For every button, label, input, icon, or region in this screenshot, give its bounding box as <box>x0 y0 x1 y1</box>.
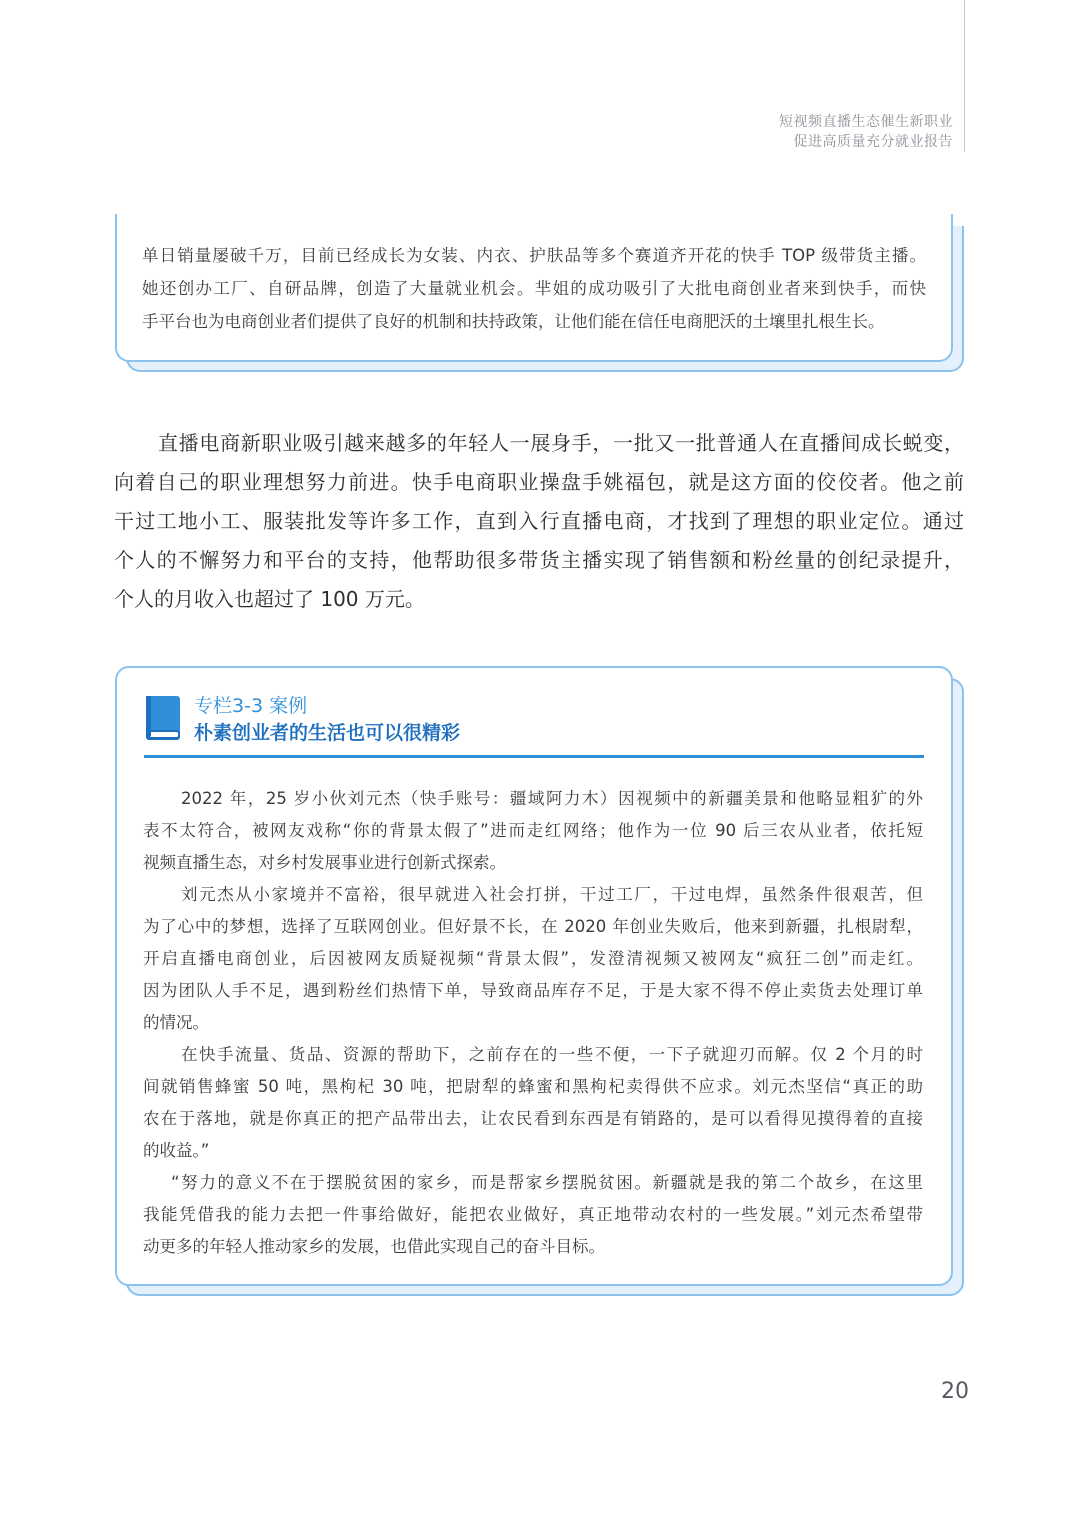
body-line: 直播电商新职业吸引越来越多的年轻人一展身手，一批又一批普通人在直播间成长蜕变， <box>158 431 964 455</box>
book-icon <box>144 694 184 742</box>
body-paragraph <box>114 424 964 619</box>
case-text <box>143 783 923 1263</box>
box1-line: 单日销量屡破千万，目前已经成长为女装、内衣、护肤品等多个赛道齐开花的快手 TOP 级带货主播。 <box>142 246 926 265</box>
column-title: 朴素创业者的生活也可以很精彩 <box>194 722 461 744</box>
case-line: 间就销售蜂蜜 50 吨，黑枸杞 30 吨，把尉犁的蜂蜜和黑枸杞卖得供不应求。刘元杰坚信“真正的助 <box>143 1077 923 1096</box>
case-line: 开启直播电商创业，后因被网友质疑视频“背景太假”，发澄清视频又被网友“疯狂二创”而走红。 <box>143 949 923 968</box>
case-line: 农在于落地，就是你真正的把产品带出去，让农民看到东西是有销路的，是可以看得见摸得着的直接 <box>143 1109 923 1128</box>
case-line: 2022 年，25 岁小伙刘元杰（快手账号：疆域阿力木）因视频中的新疆美景和他略显粗犷的外 <box>181 789 923 808</box>
box1-line: 手平台也为电商创业者们提供了良好的机制和扶持政策，让他们能在信任电商肥沃的土壤里扎根生长。 <box>142 312 885 331</box>
header-line-1: 短视频直播生态催生新职业 <box>779 114 953 130</box>
column-label: 专栏3-3 案例 <box>194 695 308 717</box>
case-line: 视频直播生态，对乡村发展事业进行创新式探索。 <box>143 853 506 872</box>
case-line: “努力的意义不在于摆脱贫困的家乡，而是帮家乡摆脱贫困。新疆就是我的第二个故乡，在这里 <box>171 1173 923 1192</box>
case-line: 的收益。” <box>143 1141 210 1160</box>
header-line-2: 促进高质量充分就业报告 <box>793 134 953 150</box>
case-line: 动更多的年轻人推动家乡的发展，也借此实现自己的奋斗目标。 <box>143 1237 605 1256</box>
case-line: 刘元杰从小家境并不富裕，很早就进入社会打拼，干过工厂，干过电焊，虽然条件很艰苦，但 <box>181 885 923 904</box>
case-line: 为了心中的梦想，选择了互联网创业。但好景不长，在 2020 年创业失败后，他来到新疆，扎根尉犁， <box>143 917 923 936</box>
body-line: 个人的不懈努力和平台的支持，他帮助很多带货主播实现了销售额和粉丝量的创纪录提升， <box>114 548 964 572</box>
body-line: 向着自己的职业理想努力前进。快手电商职业操盘手姚福包，就是这方面的佼佼者。他之前 <box>114 470 964 494</box>
case-line: 表不太符合，被网友戏称“你的背景太假了”进而走红网络；他作为一位 90 后三农从业者，依托短 <box>143 821 923 840</box>
box1-line: 她还创办工厂、自研品牌，创造了大量就业机会。芈姐的成功吸引了大批电商创业者来到快手，而快 <box>142 279 926 298</box>
case-line: 的情况。 <box>143 1013 209 1032</box>
header-divider <box>964 0 965 152</box>
title-underline <box>144 755 924 758</box>
continued-case-text <box>142 239 926 338</box>
body-line: 个人的月收入也超过了 100 万元。 <box>114 587 425 611</box>
body-line: 干过工地小工、服装批发等许多工作，直到入行直播电商，才找到了理想的职业定位。通过 <box>114 509 964 533</box>
case-line: 我能凭借我的能力去把一件事给做好，能把农业做好，真正地带动农村的一些发展。”刘元杰希望带 <box>143 1205 923 1224</box>
running-header <box>779 112 953 152</box>
page-number: 20 <box>941 1379 969 1404</box>
case-line: 因为团队人手不足，遇到粉丝们热情下单，导致商品库存不足，于是大家不得不停止卖货去处理订单 <box>143 981 923 1000</box>
case-line: 在快手流量、货品、资源的帮助下，之前存在的一些不便，一下子就迎刃而解。仅 2 个月的时 <box>181 1045 923 1064</box>
